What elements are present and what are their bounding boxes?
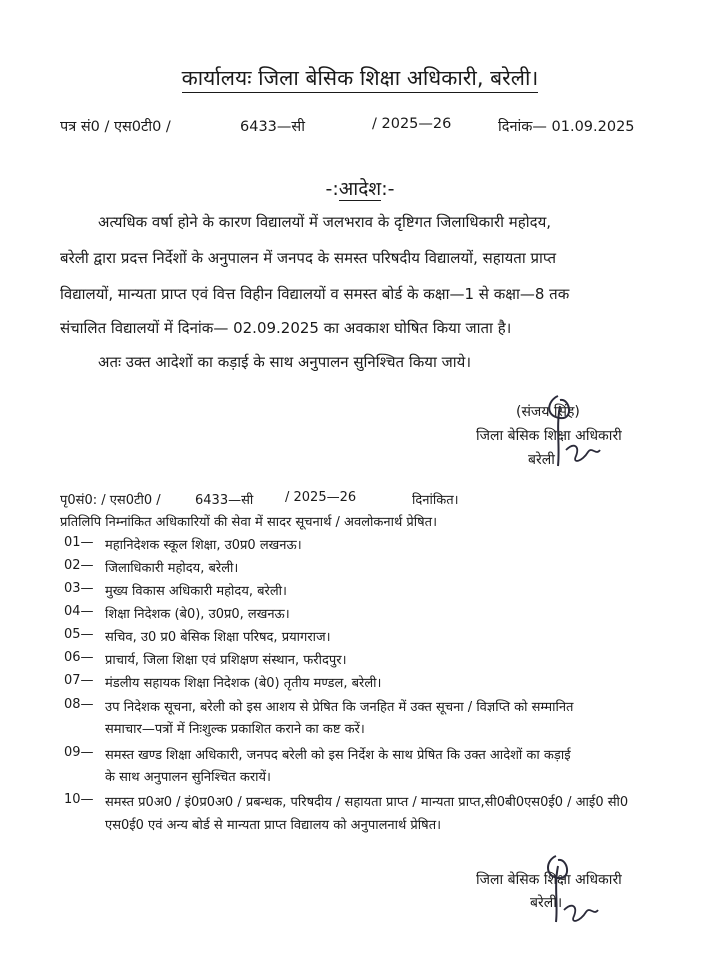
- copy-item-text: उप निदेशक सूचना, बरेली को इस आशय से प्रेषित कि जनहित में उक्त सूचना / विज्ञप्ति को सम्मानित: [105, 700, 574, 715]
- signatory-place: बरेली।: [528, 452, 561, 468]
- letter-ref-prefix: पत्र सं0 / एस0टी0 /: [60, 119, 171, 135]
- copy-item-number: 01—: [64, 535, 94, 550]
- copy-item-text-cont: समाचार—पत्रों में निःशुल्क प्रकाशित कराने का कष्ट करें।: [105, 722, 365, 737]
- copy-item-text: जिलाधिकारी महोदय, बरेली।: [105, 561, 239, 576]
- copy-item-text: प्राचार्य, जिला शिक्षा एवं प्रशिक्षण संस्थान, फरीदपुर।: [105, 653, 347, 668]
- copy-item-text: सचिव, उ0 प्र0 बेसिक शिक्षा परिषद, प्रयागराज।: [105, 630, 331, 645]
- copy-item-text: समस्त प्र0अ0 / इं0प्र0अ0 / प्रबन्धक, परिषदीय / सहायता प्राप्त / मान्यता प्राप्त,सी0बी0एस0ई0 / आई0 सी0: [105, 795, 629, 810]
- copy-item-text: शिक्षा निदेशक (बे0), उ0प्र0, लखनऊ।: [105, 607, 290, 622]
- copy-ref-number: 6433—सी: [195, 493, 254, 508]
- body-line-3: विद्यालयों, मान्यता प्राप्त एवं वित्त विहीन विद्यालयों व समस्त बोर्ड के कक्षा—1 से कक्षा—8 तक: [60, 285, 570, 303]
- copy-ref-prefix: पृ0सं0: / एस0टी0 /: [60, 493, 161, 508]
- body-line-4: संचालित विद्यालयों में दिनांक— 02.09.2025 का अवकाश घोषित किया जाता है।: [60, 319, 512, 337]
- copy-item-number: 02—: [64, 558, 94, 573]
- copy-item-text: महानिदेशक स्कूल शिक्षा, उ0प्र0 लखनऊ।: [105, 538, 302, 553]
- signatory-name: (संजय सिंह): [516, 404, 580, 420]
- copy-item-number: 03—: [64, 581, 94, 596]
- copy-item-text: मुख्य विकास अधिकारी महोदय, बरेली।: [105, 584, 287, 599]
- order-heading-word: आदेश: [338, 178, 382, 200]
- copy-ref-date: दिनांकित।: [412, 493, 459, 508]
- copy-item-number: 07—: [64, 673, 94, 688]
- body-closing: अतः उक्त आदेशों का कड़ाई के साथ अनुपालन सुनिश्चित किया जाये।: [98, 353, 472, 371]
- body-line-1: अत्यधिक वर्षा होने के कारण विद्यालयों में जलभराव के दृष्टिगत जिलाधिकारी महोदय,: [98, 213, 552, 231]
- copy-ref-year: / 2025—26: [285, 490, 357, 505]
- office-title-text: कार्यालयः जिला बेसिक शिक्षा अधिकारी, बरेली।: [182, 66, 539, 93]
- office-title: [0, 64, 720, 92]
- signature-scribble-1: [530, 386, 610, 476]
- copy-item-text-cont: के साथ अनुपालन सुनिश्चित करायें।: [105, 770, 271, 785]
- copy-item-text: समस्त खण्ड शिक्षा अधिकारी, जनपद बरेली को इस निर्देश के साथ प्रेषित कि उक्त आदेशों का कड़ाई: [105, 748, 571, 763]
- order-heading-left: -:: [325, 178, 339, 200]
- copy-item-number: 05—: [64, 627, 94, 642]
- letter-ref-number: 6433—सी: [240, 119, 305, 135]
- copy-item-text-cont: एस0ई0 एवं अन्य बोर्ड से मान्यता प्राप्त विद्यालय को अनुपालनार्थ प्रेषित।: [105, 818, 442, 833]
- copy-item-number: 09—: [64, 745, 94, 760]
- copy-item-number: 06—: [64, 650, 94, 665]
- order-heading-right: :-: [381, 178, 395, 200]
- body-line-2: बरेली द्वारा प्रदत्त निर्देशों के अनुपालन में जनपद के समस्त परिषदीय विद्यालयों, सहायता प्राप्त: [60, 249, 557, 267]
- copy-item-text: मंडलीय सहायक शिक्षा निदेशक (बे0) तृतीय मण्डल, बरेली।: [105, 676, 382, 691]
- copy-item-number: 08—: [64, 697, 94, 712]
- signature-scribble-2: [534, 850, 614, 930]
- signatory-designation: जिला बेसिक शिक्षा अधिकारी: [476, 428, 622, 444]
- copy-item-number: 04—: [64, 604, 94, 619]
- letter-ref-year: / 2025—26: [372, 116, 452, 132]
- letter-ref-date: दिनांक— 01.09.2025: [498, 119, 635, 135]
- order-heading: [0, 175, 720, 201]
- footer-signatory-designation: जिला बेसिक शिक्षा अधिकारी: [476, 872, 622, 888]
- footer-signatory-place: बरेली।: [530, 895, 563, 911]
- copy-item-number: 10—: [64, 792, 94, 807]
- copy-intro: प्रतिलिपि निम्नांकित अधिकारियों की सेवा में सादर सूचनार्थ / अवलोकनार्थ प्रेषित।: [60, 515, 437, 530]
